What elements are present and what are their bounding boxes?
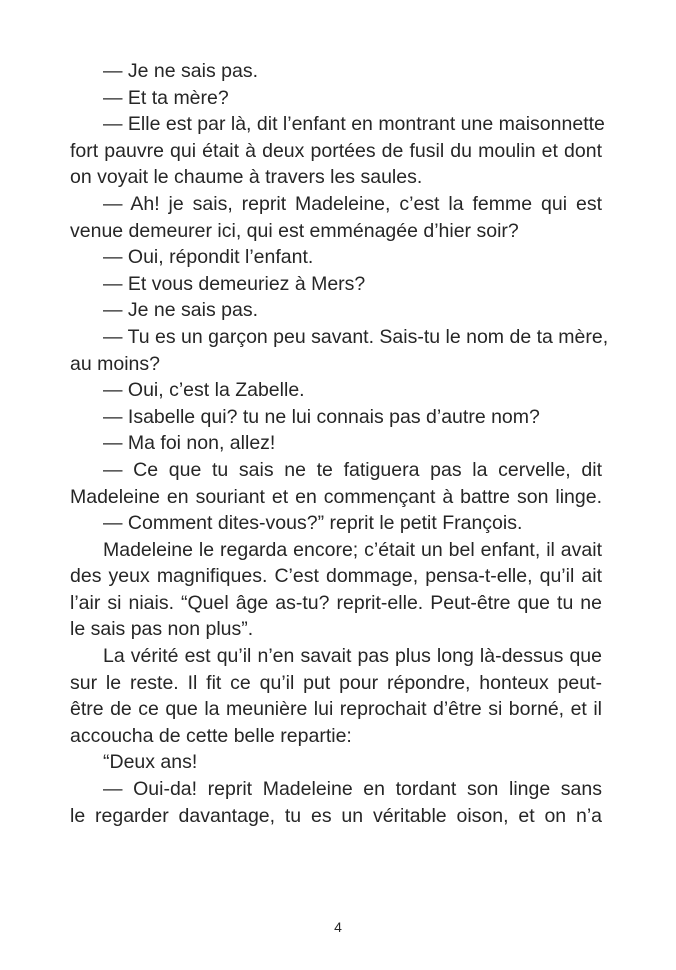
text-line: sur le reste. Il fit ce qu’il put pour répondre, honteux peut-: [70, 671, 602, 694]
text-line: — Oui, répondit l’enfant.: [103, 246, 314, 269]
text-line: venue demeurer ici, qui est emménagée d’hier soir?: [70, 219, 519, 242]
text-line: — Et ta mère?: [103, 86, 229, 109]
text-line: — Elle est par là, dit l’enfant en montrant une maisonnette: [103, 113, 605, 136]
text-line: — Ah! je sais, reprit Madeleine, c’est la femme qui est: [103, 192, 602, 215]
text-line: des yeux magnifiques. C’est dommage, pensa-t-elle, qu’il ait: [70, 565, 602, 588]
text-line: — Oui-da! reprit Madeleine en tordant son linge sans: [103, 778, 602, 801]
text-line: au moins?: [70, 352, 160, 375]
page-body-text: [70, 58, 609, 829]
text-line: être de ce que la meunière lui reprochait d’être si borné, et il: [70, 698, 602, 721]
text-line: le sais pas non plus”.: [70, 618, 254, 641]
text-line: La vérité est qu’il n’en savait pas plus long là-dessus que: [103, 645, 602, 668]
text-line: fort pauvre qui était à deux portées de fusil du moulin et dont: [70, 139, 602, 162]
text-line: — Et vous demeuriez à Mers?: [103, 272, 366, 295]
text-line: — Comment dites-vous?” reprit le petit François.: [103, 512, 523, 535]
text-line: — Je ne sais pas.: [103, 60, 258, 82]
text-line: “Deux ans!: [103, 751, 198, 774]
text-line: — Isabelle qui? tu ne lui connais pas d’autre nom?: [103, 405, 540, 428]
text-line: — Je ne sais pas.: [103, 299, 258, 322]
text-line: le regarder davantage, tu es un véritable oison, et on n’a: [70, 804, 602, 827]
page-number: 4: [334, 919, 342, 935]
text-line: Madeleine le regarda encore; c’était un bel enfant, il avait: [103, 538, 602, 561]
text-line: — Tu es un garçon peu savant. Sais-tu le nom de ta mère,: [103, 325, 609, 348]
text-line: — Oui, c’est la Zabelle.: [103, 379, 305, 402]
text-line: accoucha de cette belle repartie:: [70, 724, 352, 747]
text-line: — Ce que tu sais ne te fatiguera pas la cervelle, dit: [103, 458, 602, 481]
text-line: — Ma foi non, allez!: [103, 432, 276, 455]
text-line: on voyait le chaume à travers les saules.: [70, 166, 423, 189]
text-line: l’air si niais. “Quel âge as-tu? reprit-elle. Peut-être que tu ne: [70, 591, 602, 614]
text-line: Madeleine en souriant et en commençant à battre son linge.: [70, 485, 602, 508]
